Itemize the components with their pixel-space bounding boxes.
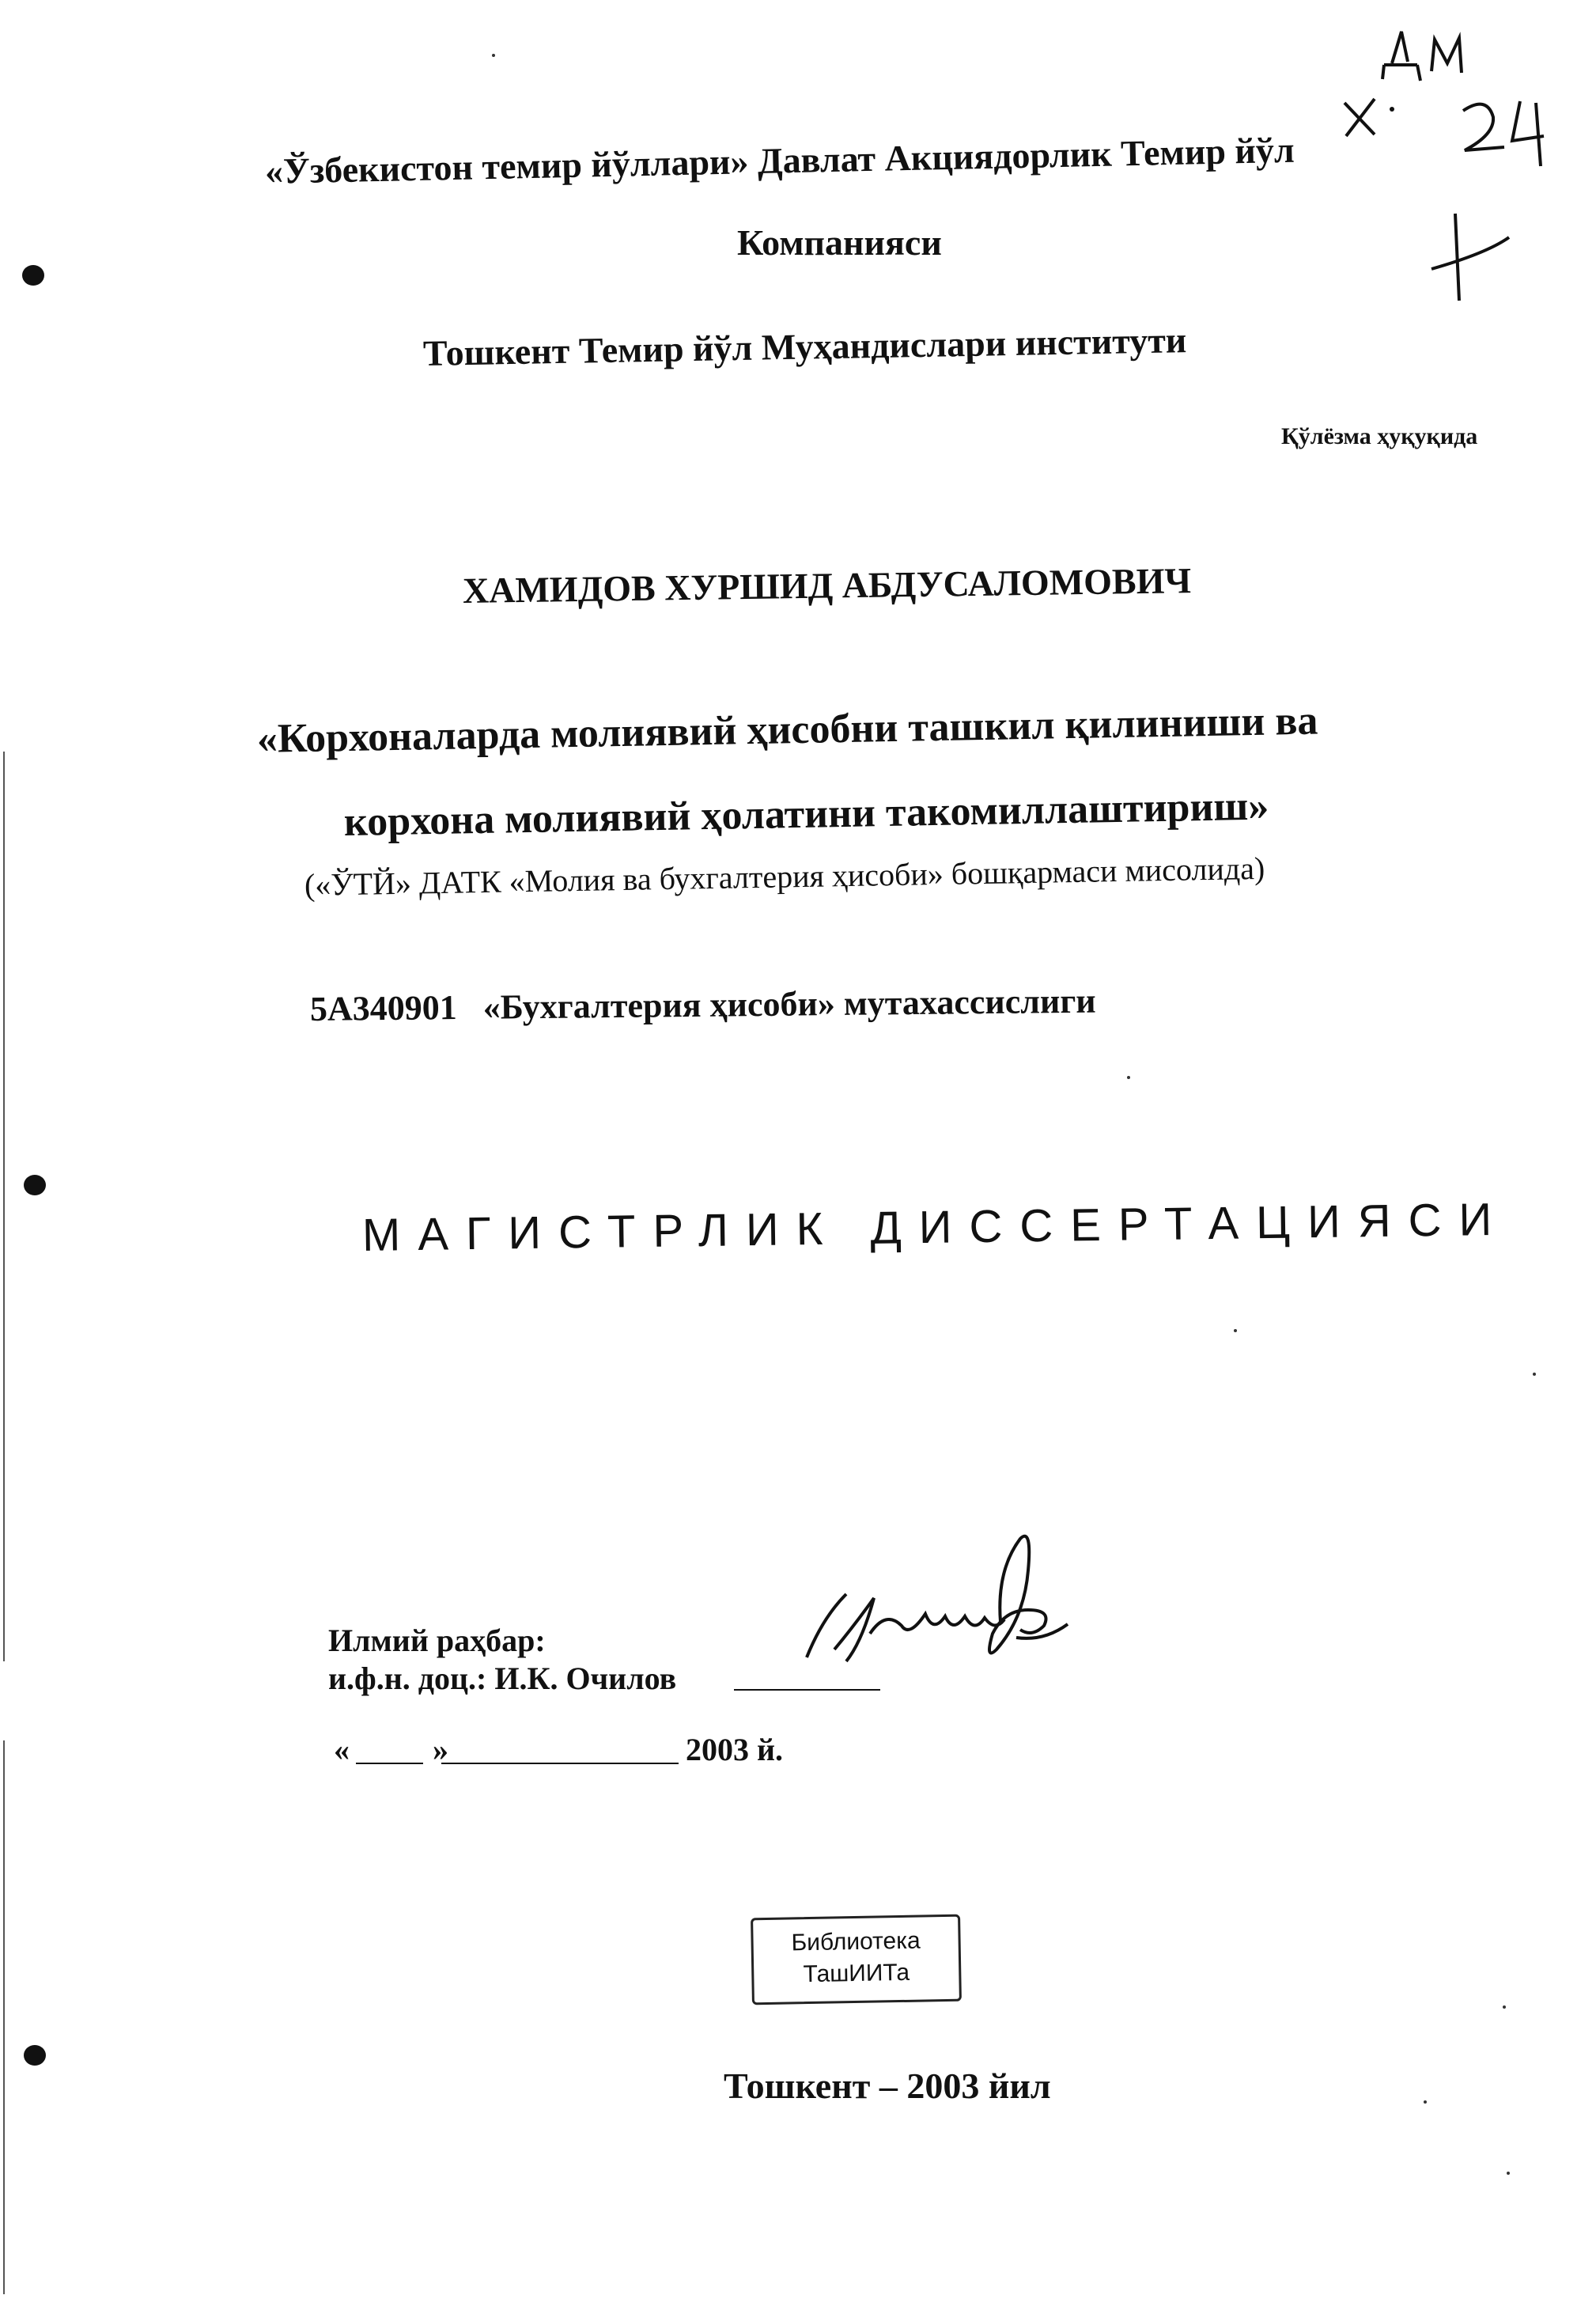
handwritten-corner-marks: [1329, 16, 1566, 309]
institute-name: Тошкент Темир йўл Муҳандислари институти: [422, 320, 1187, 373]
organization-line-2: Компанияси: [737, 222, 942, 263]
scan-speck: [492, 54, 495, 57]
specialty-code: 5А340901: [309, 988, 458, 1028]
date-day-blank: [356, 1763, 423, 1764]
scan-speck: [1424, 2100, 1427, 2104]
thesis-subtitle: («ЎТЙ» ДАТК «Молия ва бухгалтерия ҳисоби» бошқармаси мисолида): [304, 850, 1265, 903]
stamp-line-1: Библиотека: [791, 1927, 921, 1956]
scan-edge-line: [3, 1740, 5, 2294]
date-month-blank: [441, 1763, 679, 1764]
binder-hole: [22, 265, 44, 286]
document-type: МАГИСТРЛИК ДИССЕРТАЦИЯСИ: [361, 1193, 1510, 1261]
organization-line-1: «Ўзбекистон темир йўллари» Давлат Акциядорлик Темир йўл: [264, 129, 1295, 191]
stamp-line-2: ТашИИТа: [803, 1959, 910, 1988]
scan-speck: [1234, 1329, 1237, 1332]
advisor-signature: [791, 1523, 1076, 1713]
manuscript-note: Қўлёзма ҳуқуқида: [1281, 423, 1478, 449]
date-open-quote: «: [334, 1732, 350, 1767]
scan-speck: [1533, 1373, 1536, 1376]
author-name: ХАМИДОВ ХУРШИД АБДУСАЛОМОВИЧ: [462, 560, 1192, 611]
thesis-title-line-1: «Корхоналарда молиявий ҳисобни ташкил қилиниши ва: [256, 698, 1318, 762]
advisor-label: Илмий раҳбар:: [328, 1623, 546, 1658]
binder-hole: [24, 1175, 46, 1195]
scan-speck: [1507, 2172, 1510, 2175]
thesis-title-line-2: корхона молиявий ҳолатини такомиллаштириш»: [343, 783, 1269, 845]
date-year: 2003 й.: [686, 1732, 784, 1767]
library-stamp: [751, 1914, 962, 2005]
city-year: Тошкент – 2003 йил: [724, 2066, 1051, 2106]
advisor-name: и.ф.н. доц.: И.К. Очилов: [328, 1661, 677, 1696]
scan-speck: [1127, 1076, 1130, 1079]
binder-hole: [24, 2045, 46, 2066]
specialty-name: «Бухгалтерия ҳисоби» мутахассислиги: [482, 981, 1096, 1027]
specialty-line: [310, 981, 1096, 1029]
date-close-quote: »: [433, 1732, 448, 1767]
scan-speck: [1503, 2005, 1506, 2009]
scan-edge-line: [3, 752, 5, 1661]
